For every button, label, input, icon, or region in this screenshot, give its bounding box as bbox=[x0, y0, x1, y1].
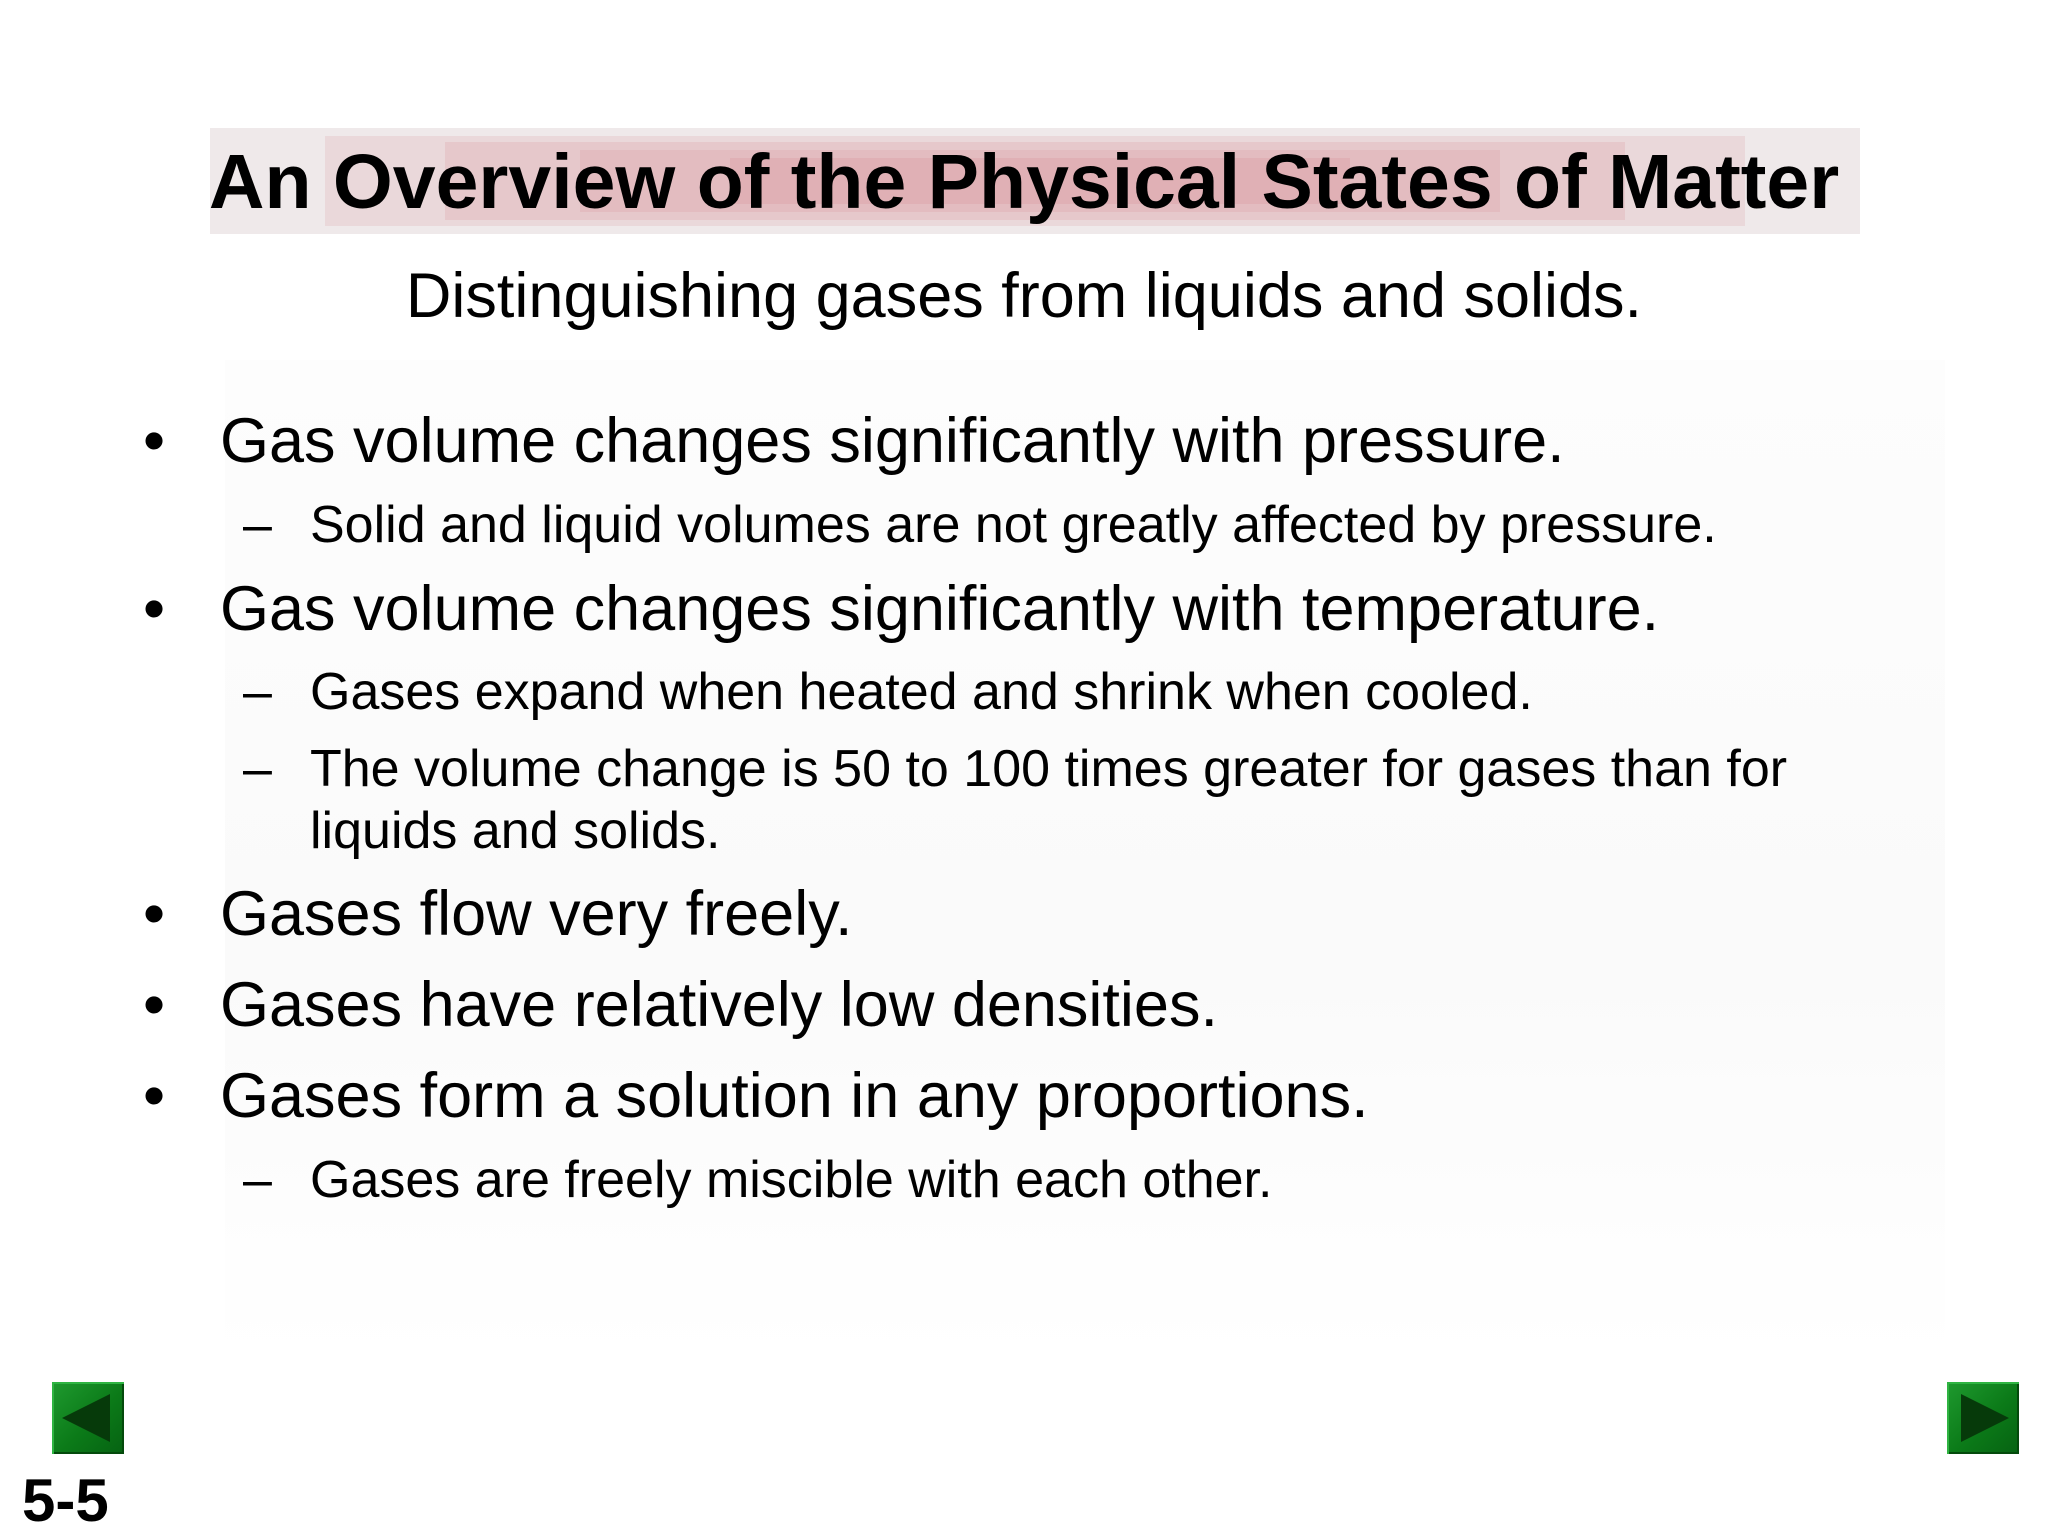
bullet-mark: • bbox=[143, 406, 166, 476]
sub-bullet-text: Gases are freely miscible with each other. bbox=[310, 1151, 1273, 1209]
next-slide-button[interactable] bbox=[1947, 1382, 2019, 1454]
slide-title: An Overview of the Physical States of Matter bbox=[208, 139, 1840, 225]
sub-bullet-text: liquids and solids. bbox=[310, 802, 721, 860]
sub-bullet-mark: – bbox=[243, 496, 272, 554]
previous-slide-button[interactable] bbox=[52, 1382, 124, 1454]
bullet-text: Gases form a solution in any proportions. bbox=[220, 1061, 1369, 1131]
right-triangle-icon bbox=[1947, 1382, 2019, 1454]
sub-bullet-text: Gases expand when heated and shrink when cooled. bbox=[310, 663, 1533, 721]
sub-bullet-text: The volume change is 50 to 100 times greater for gases than for bbox=[310, 740, 1788, 798]
bullet-text: Gases flow very freely. bbox=[220, 879, 853, 949]
slide-subtitle: Distinguishing gases from liquids and solids. bbox=[405, 261, 1643, 331]
sub-bullet-mark: – bbox=[243, 663, 272, 721]
bullet-text: Gas volume changes significantly with temperature. bbox=[220, 574, 1660, 644]
bullet-text: Gases have relatively low densities. bbox=[220, 970, 1218, 1040]
slide-number: 5-5 bbox=[22, 1467, 109, 1534]
sub-bullet-mark: – bbox=[243, 740, 272, 798]
sub-bullet-text: Solid and liquid volumes are not greatly affected by pressure. bbox=[310, 496, 1717, 554]
sub-bullet-mark: – bbox=[243, 1151, 272, 1209]
left-triangle-icon bbox=[52, 1382, 124, 1454]
bullet-mark: • bbox=[143, 879, 166, 949]
bullet-mark: • bbox=[143, 970, 166, 1040]
bullet-text: Gas volume changes significantly with pressure. bbox=[220, 406, 1565, 476]
bullet-mark: • bbox=[143, 1061, 166, 1131]
bullet-mark: • bbox=[143, 574, 166, 644]
